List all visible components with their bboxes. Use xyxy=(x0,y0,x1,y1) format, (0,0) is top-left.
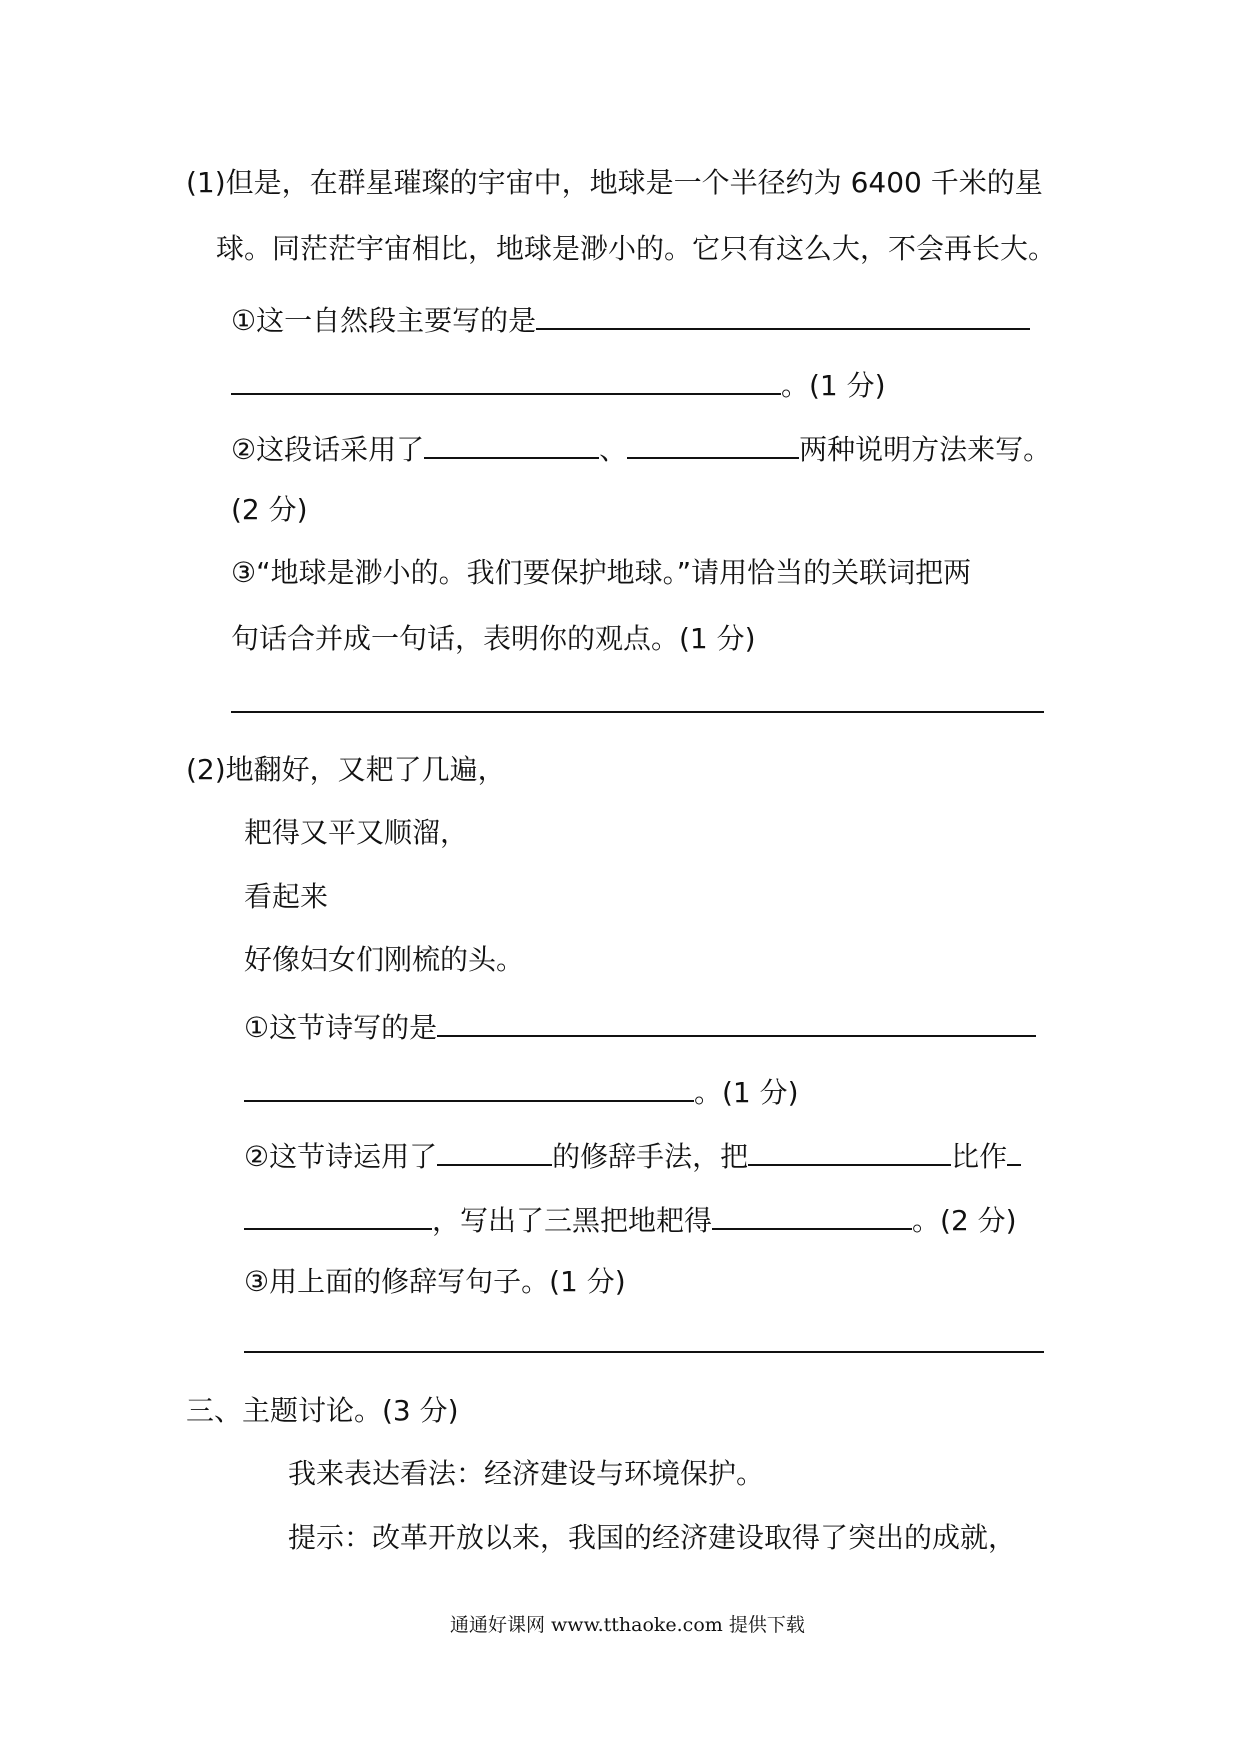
page-footer: 通通好课网 www.tthaoke.com 提供下载 xyxy=(450,1614,805,1636)
q2-sub2-suffix: 。(2 分) xyxy=(912,1204,1017,1237)
q2-sub2-prefix: ②这节诗运用了 xyxy=(244,1140,438,1173)
q1-sub1-blank-2[interactable] xyxy=(231,363,781,395)
q2-sub1-blank-2[interactable] xyxy=(244,1070,694,1102)
q1-sub2-score: (2 分) xyxy=(231,493,308,526)
q2-sub2-mid-1: 的修辞手法，把 xyxy=(552,1140,749,1173)
q1-sub2-prefix: ②这段话采用了 xyxy=(231,433,425,466)
q2-sub2-blank-tail[interactable] xyxy=(1007,1134,1021,1166)
q2-sub3-answer-line[interactable] xyxy=(244,1351,1044,1353)
q2-poem-line-3: 看起来 xyxy=(244,880,329,913)
q1-intro-line-2: 球。同茫茫宇宙相比，地球是渺小的。它只有这么大，不会再长大。 xyxy=(216,232,1057,265)
q1-sub2-sep: 、 xyxy=(599,433,628,466)
q2-poem-line-1: (2)地翻好，又耙了几遍， xyxy=(186,753,506,786)
q1-subquestion-3-line-2: 句话合并成一句话，表明你的观点。(1 分) xyxy=(231,622,756,655)
q2-sub2-mid-3: ，写出了三黑把地耙得 xyxy=(432,1204,713,1237)
q2-subquestion-1-cont xyxy=(244,1070,799,1110)
q1-subquestion-2 xyxy=(231,427,1051,467)
q2-subquestion-1 xyxy=(244,1005,1036,1045)
q2-sub2-mid-2: 比作 xyxy=(951,1140,1008,1173)
q2-subquestion-2-cont xyxy=(244,1198,1017,1238)
q2-poem-line-2: 耙得又平又顺溜， xyxy=(244,816,469,849)
q2-sub1-prefix: ①这节诗写的是 xyxy=(244,1011,438,1044)
q1-subquestion-1 xyxy=(231,298,1030,338)
q1-sub2-blank-1[interactable] xyxy=(424,427,599,459)
section3-topic: 我来表达看法：经济建设与环境保护。 xyxy=(288,1457,765,1490)
q1-sub1-blank-1[interactable] xyxy=(536,298,1030,330)
q2-subquestion-2 xyxy=(244,1134,1021,1174)
q1-intro-line-1: (1)但是，在群星璀璨的宇宙中，地球是一个半径约为 6400 千米的星 xyxy=(186,166,1043,199)
q1-sub1-suffix: 。(1 分) xyxy=(781,369,886,402)
q2-sub1-suffix: 。(1 分) xyxy=(694,1076,799,1109)
q2-subquestion-3: ③用上面的修辞写句子。(1 分) xyxy=(244,1265,626,1298)
q2-poem-line-4: 好像妇女们刚梳的头。 xyxy=(244,943,525,976)
q2-sub2-blank-object[interactable] xyxy=(244,1198,432,1230)
q2-sub2-blank-rhetoric[interactable] xyxy=(437,1134,552,1166)
q2-sub2-blank-subject[interactable] xyxy=(748,1134,951,1166)
q1-subquestion-3-line-1: ③“地球是渺小的。我们要保护地球。”请用恰当的关联词把两 xyxy=(231,556,972,589)
q1-sub2-blank-2[interactable] xyxy=(627,427,799,459)
section3-title: 三、主题讨论。(3 分) xyxy=(186,1394,459,1427)
q1-subquestion-1-cont xyxy=(231,363,886,403)
q2-sub2-blank-result[interactable] xyxy=(712,1198,912,1230)
q1-sub3-answer-line[interactable] xyxy=(231,711,1044,713)
section3-hint: 提示：改革开放以来，我国的经济建设取得了突出的成就， xyxy=(288,1521,1017,1554)
q1-sub1-prefix: ①这一自然段主要写的是 xyxy=(231,304,537,337)
q2-sub1-blank-1[interactable] xyxy=(437,1005,1036,1037)
q1-sub2-suffix: 两种说明方法来写。 xyxy=(799,433,1052,466)
